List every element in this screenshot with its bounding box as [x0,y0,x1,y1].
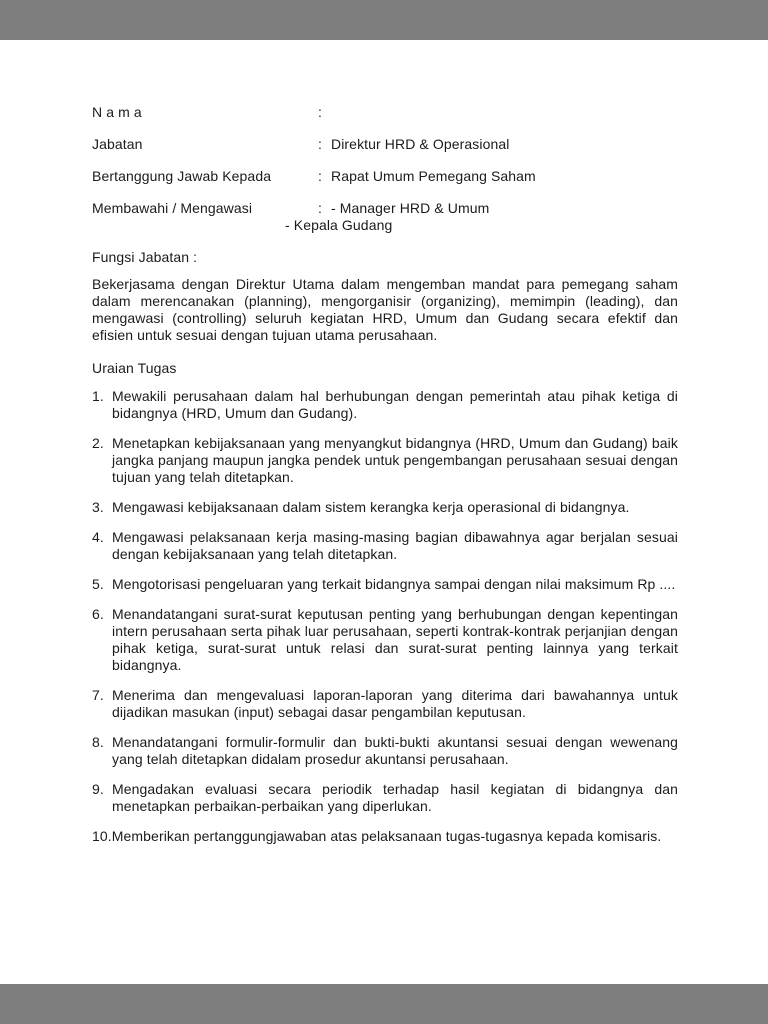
task-number: 2. [92,435,104,451]
task-item-8 [92,734,678,768]
task-item-4 [92,529,678,563]
fungsi-jabatan-body: Bekerjasama dengan Direktur Utama dalam mengemban mandat para pemegang saham dalam merencanakan (planning), mengorganisir (organizing), memimpin (leading), dan mengawasi (controlling) seluruh kegiatan HRD, Umum dan Gudang secara efektif dan efisien untuk sesuai dengan tujuan utama perusahaan. [92,276,678,343]
field-label-membawahi: Membawahi / Mengawasi [92,200,253,216]
task-item-10 [92,828,678,845]
field-colon: : [318,200,322,216]
task-text: Menerima dan mengevaluasi laporan-laporan yang diterima dari bawahannya untuk dijadikan masukan (input) sebagai dasar pengambilan keputusan. [112,687,678,720]
field-value-membawahi-line2: - Kepala Gudang [285,217,393,233]
task-text: Mengawasi kebijaksanaan dalam sistem kerangka kerja operasional di bidangnya. [112,499,630,515]
task-text: Mengotorisasi pengeluaran yang terkait bidangnya sampai dengan nilai maksimum Rp .... [112,576,676,592]
task-item-3 [92,499,678,516]
task-item-5 [92,576,678,593]
field-value-bertanggung-jawab: Rapat Umum Pemegang Saham [331,168,536,184]
task-number: 3. [92,499,104,515]
task-number: 5. [92,576,104,592]
task-number: 4. [92,529,104,545]
task-text: Menetapkan kebijaksanaan yang menyangkut bidangnya (HRD, Umum dan Gudang) baik jangka panjang maupun jangka pendek untuk pengembangan perusahaan sesuai dengan tujuan yang telah ditetapkan. [112,435,678,485]
task-item-1 [92,388,678,422]
task-text: Menandatangani formulir-formulir dan bukti-bukti akuntansi sesuai dengan wewenang yang telah ditetapkan didalam prosedur akuntansi perusahaan. [112,734,678,767]
field-label-bertanggung-jawab: Bertanggung Jawab Kepada [92,168,272,184]
field-colon: : [318,104,322,120]
task-number: 7. [92,687,104,703]
field-colon: : [318,168,322,184]
task-text: Menandatangani surat-surat keputusan penting yang berhubungan dengan kepentingan intern perusahaan serta pihak luar perusahaan, seperti kontrak-kontrak perjanjian dengan pihak ketiga, surat-surat untuk relasi dan surat-surat penting lainnya yang terkait bidangnya. [112,606,678,673]
field-label-jabatan: Jabatan [92,136,143,152]
task-item-6 [92,606,678,674]
task-number: 6. [92,606,104,622]
uraian-tugas-heading: Uraian Tugas [92,360,177,376]
task-number: 9. [92,781,104,797]
field-row-bertanggung-jawab [92,168,678,185]
task-item-7 [92,687,678,721]
fungsi-jabatan-heading: Fungsi Jabatan : [92,249,198,265]
field-row-jabatan [92,136,678,153]
task-number: 8. [92,734,104,750]
field-label-nama: N a m a [92,104,142,120]
task-item-9 [92,781,678,815]
task-number: 1. [92,388,104,404]
field-row-membawahi [92,200,678,217]
document-page [0,40,768,984]
task-text: Memberikan pertanggungjawaban atas pelaksanaan tugas-tugasnya kepada komisaris. [111,828,662,844]
task-number: 10. [92,828,112,844]
task-item-2 [92,435,678,486]
field-row-nama [92,104,678,121]
task-text: Mengadakan evaluasi secara periodik terhadap hasil kegiatan di bidangnya dan menetapkan perbaikan-perbaikan yang diperlukan. [112,781,678,814]
field-colon: : [318,136,322,152]
task-text: Mengawasi pelaksanaan kerja masing-masing bagian dibawahnya agar berjalan sesuai dengan kebijaksanaan yang telah ditetapkan. [112,529,678,562]
field-value-membawahi-line1: - Manager HRD & Umum [331,200,490,216]
task-text: Mewakili perusahaan dalam hal berhubungan dengan pemerintah atau pihak ketiga di bidangnya (HRD, Umum dan Gudang). [112,388,678,421]
field-value-jabatan: Direktur HRD & Operasional [331,136,510,152]
